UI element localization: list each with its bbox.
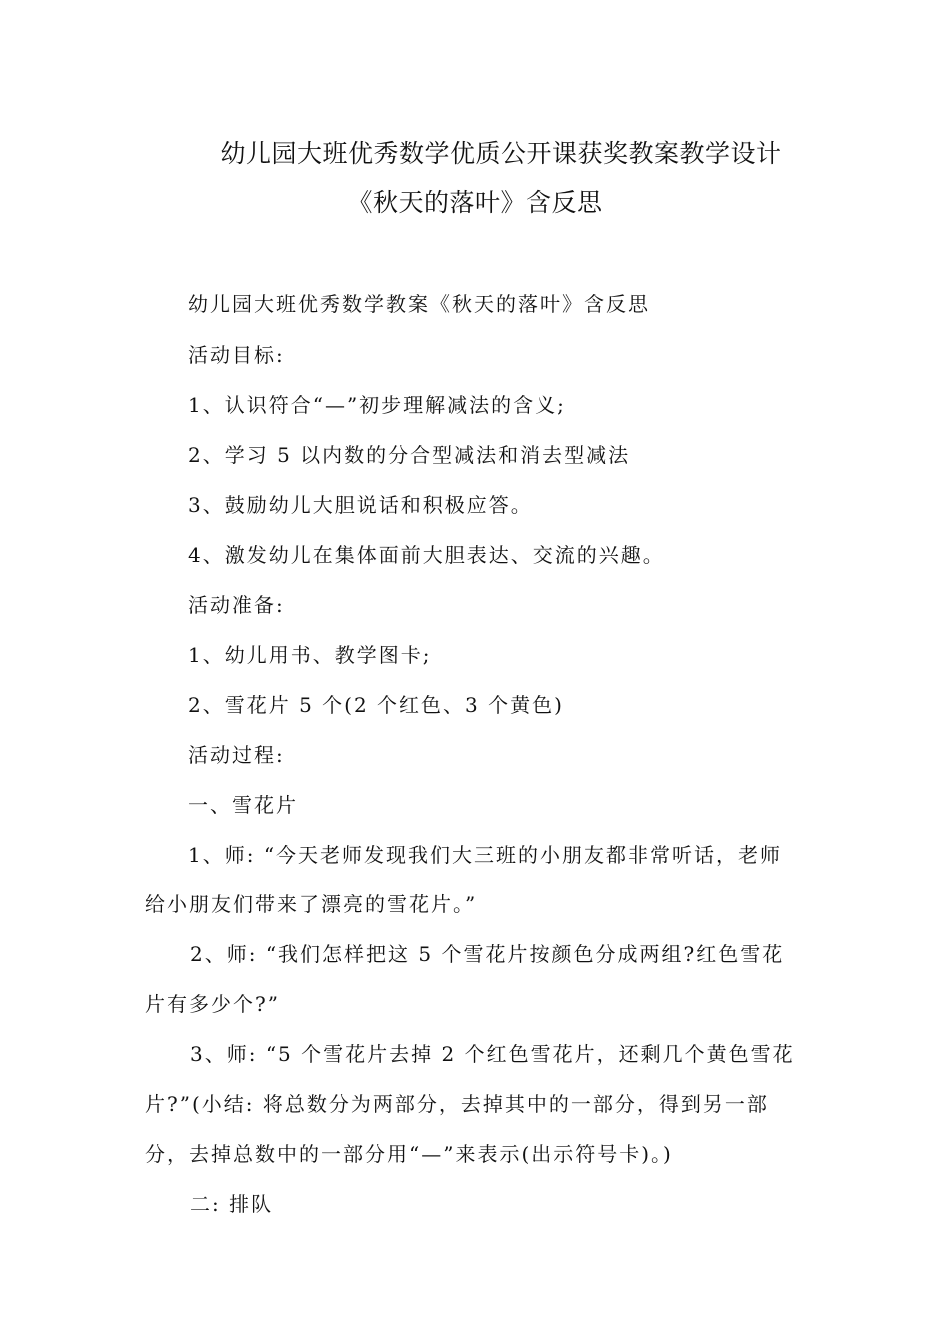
heading-activity-goals: 活动目标: xyxy=(188,343,285,367)
goal-item-1: 1、认识符合“—”初步理解减法的含义; xyxy=(188,393,566,417)
process-step-3-line-3: 分，去掉总数中的一部分用“—”来表示(出示符号卡)。) xyxy=(145,1142,673,1166)
section-heading-snowflakes: 一、雪花片 xyxy=(188,793,298,817)
section-heading-queue: 二: 排队 xyxy=(190,1192,274,1216)
heading-activity-process: 活动过程: xyxy=(188,743,285,767)
goal-item-2: 2、学习 5 以内数的分合型减法和消去型减法 xyxy=(188,443,631,467)
process-step-3-line-1: 3、师: “5 个雪花片去掉 2 个红色雪花片，还剩几个黄色雪花 xyxy=(190,1042,795,1066)
document-title-line-2: 《秋天的落叶》含反思 xyxy=(347,188,603,217)
process-step-3-line-2: 片?”(小结: 将总数分为两部分，去掉其中的一部分，得到另一部 xyxy=(145,1092,769,1116)
goal-item-4: 4、激发幼儿在集体面前大胆表达、交流的兴趣。 xyxy=(188,543,665,567)
process-step-2-line-1: 2、师: “我们怎样把这 5 个雪花片按颜色分成两组?红色雪花 xyxy=(190,942,785,966)
paragraph-subtitle: 幼儿园大班优秀数学教案《秋天的落叶》含反思 xyxy=(188,292,650,316)
preparation-item-2: 2、雪花片 5 个(2 个红色、3 个黄色) xyxy=(188,693,564,717)
document-title-line-1: 幼儿园大班优秀数学优质公开课获奖教案教学设计 xyxy=(220,139,782,168)
process-step-2-line-2: 片有多少个?” xyxy=(145,992,280,1016)
process-step-1-line-2: 给小朋友们带来了漂亮的雪花片。” xyxy=(145,892,478,916)
preparation-item-1: 1、幼儿用书、教学图卡; xyxy=(188,643,432,667)
process-step-1-line-1: 1、师: “今天老师发现我们大三班的小朋友都非常听话，老师 xyxy=(188,843,783,867)
heading-activity-preparation: 活动准备: xyxy=(188,593,285,617)
goal-item-3: 3、鼓励幼儿大胆说话和积极应答。 xyxy=(188,493,533,517)
